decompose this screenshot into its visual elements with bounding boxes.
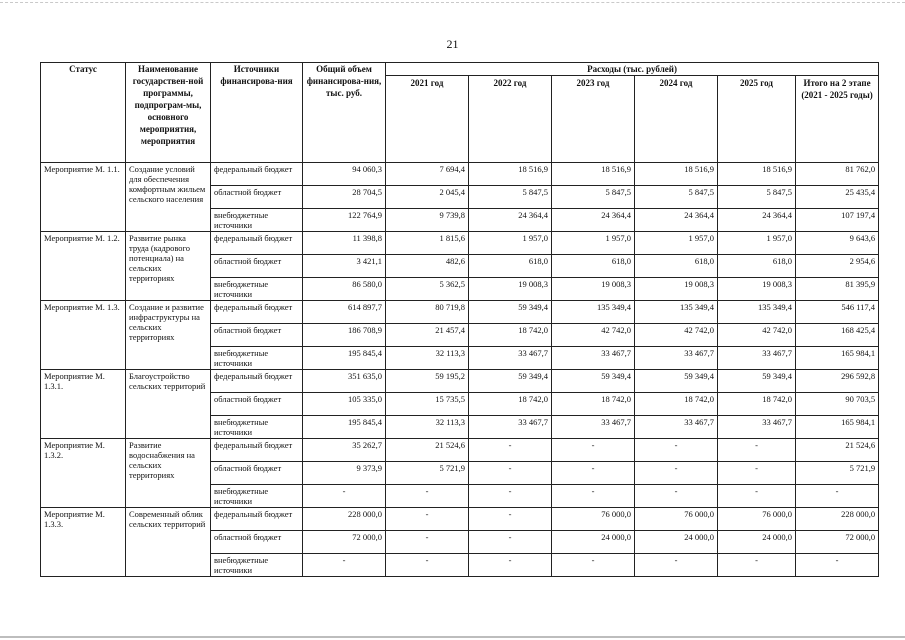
total-cell: 94 060,3 xyxy=(303,163,386,186)
year-value-cell: 135 349,4 xyxy=(718,301,796,324)
source-cell: внебюджетные источники xyxy=(211,209,303,232)
total-cell: 9 373,9 xyxy=(303,462,386,485)
year-value-cell: 618,0 xyxy=(469,255,552,278)
year-value-cell: - xyxy=(386,531,469,554)
year-value-cell: - xyxy=(552,554,635,577)
year-value-cell: 33 467,7 xyxy=(718,416,796,439)
year-value-cell: 618,0 xyxy=(552,255,635,278)
year-value-cell: 618,0 xyxy=(718,255,796,278)
source-cell: федеральный бюджет xyxy=(211,232,303,255)
source-cell: федеральный бюджет xyxy=(211,370,303,393)
year-value-cell: 42 742,0 xyxy=(552,324,635,347)
year-value-cell: 59 349,4 xyxy=(635,370,718,393)
source-cell: внебюджетные источники xyxy=(211,278,303,301)
source-cell: внебюджетные источники xyxy=(211,554,303,577)
year-value-cell: - xyxy=(635,439,718,462)
stage-total-cell: 9 643,6 xyxy=(796,232,879,255)
total-cell: 122 764,9 xyxy=(303,209,386,232)
year-value-cell: 32 113,3 xyxy=(386,347,469,370)
total-cell: 105 335,0 xyxy=(303,393,386,416)
source-cell: областной бюджет xyxy=(211,186,303,209)
scan-bottom-edge xyxy=(0,636,905,638)
year-value-cell: 33 467,7 xyxy=(552,347,635,370)
stage-total-cell: 165 984,1 xyxy=(796,347,879,370)
measure-name-cell: Развитие рынка труда (кадрового потенциала) на сельских территориях xyxy=(126,232,211,301)
year-value-cell: 135 349,4 xyxy=(635,301,718,324)
source-cell: областной бюджет xyxy=(211,531,303,554)
stage-total-cell: 107 197,4 xyxy=(796,209,879,232)
status-cell: Мероприятие М. 1.2. xyxy=(41,232,126,301)
stage-total-cell: 165 984,1 xyxy=(796,416,879,439)
source-cell: областной бюджет xyxy=(211,462,303,485)
year-value-cell: 76 000,0 xyxy=(718,508,796,531)
year-value-cell: 7 694,4 xyxy=(386,163,469,186)
year-value-cell: 76 000,0 xyxy=(635,508,718,531)
year-value-cell: 19 008,3 xyxy=(552,278,635,301)
year-value-cell: 80 719,8 xyxy=(386,301,469,324)
year-value-cell: 18 742,0 xyxy=(718,393,796,416)
total-cell: 195 845,4 xyxy=(303,347,386,370)
stage-total-cell: 81 395,9 xyxy=(796,278,879,301)
source-cell: внебюджетные источники xyxy=(211,485,303,508)
header-status: Статус xyxy=(41,63,126,163)
stage-total-cell: 25 435,4 xyxy=(796,186,879,209)
status-cell: Мероприятие М. 1.3.3. xyxy=(41,508,126,577)
year-value-cell: 24 000,0 xyxy=(635,531,718,554)
total-cell: 614 897,7 xyxy=(303,301,386,324)
year-value-cell: 19 008,3 xyxy=(718,278,796,301)
measure-name-cell: Развитие водоснабжения на сельских территориях xyxy=(126,439,211,508)
year-value-cell: 33 467,7 xyxy=(635,347,718,370)
status-cell: Мероприятие М. 1.1. xyxy=(41,163,126,232)
year-value-cell: 59 349,4 xyxy=(469,301,552,324)
total-cell: 228 000,0 xyxy=(303,508,386,531)
year-value-cell: 5 721,9 xyxy=(386,462,469,485)
year-value-cell: - xyxy=(718,485,796,508)
table-row xyxy=(41,232,879,255)
year-value-cell: 18 516,9 xyxy=(552,163,635,186)
year-value-cell: 21 524,6 xyxy=(386,439,469,462)
year-value-cell: - xyxy=(635,485,718,508)
year-value-cell: 18 742,0 xyxy=(469,393,552,416)
source-cell: федеральный бюджет xyxy=(211,163,303,186)
total-cell: 28 704,5 xyxy=(303,186,386,209)
year-value-cell: - xyxy=(469,554,552,577)
year-value-cell: 42 742,0 xyxy=(635,324,718,347)
header-expenses: Расходы (тыс. рублей) xyxy=(386,63,879,76)
year-value-cell: 21 457,4 xyxy=(386,324,469,347)
year-value-cell: 18 516,9 xyxy=(718,163,796,186)
year-value-cell: 59 349,4 xyxy=(469,370,552,393)
year-value-cell: 42 742,0 xyxy=(718,324,796,347)
year-value-cell: 59 349,4 xyxy=(718,370,796,393)
year-value-cell: 9 739,8 xyxy=(386,209,469,232)
year-value-cell: - xyxy=(552,462,635,485)
status-cell: Мероприятие М. 1.3.2. xyxy=(41,439,126,508)
source-cell: областной бюджет xyxy=(211,393,303,416)
year-value-cell: 18 516,9 xyxy=(635,163,718,186)
year-value-cell: 5 847,5 xyxy=(469,186,552,209)
year-value-cell: - xyxy=(469,531,552,554)
total-cell: 3 421,1 xyxy=(303,255,386,278)
total-cell: 195 845,4 xyxy=(303,416,386,439)
status-cell: Мероприятие М. 1.3.1. xyxy=(41,370,126,439)
year-value-cell: 5 847,5 xyxy=(552,186,635,209)
stage-total-cell: 81 762,0 xyxy=(796,163,879,186)
year-value-cell: 482,6 xyxy=(386,255,469,278)
table-row xyxy=(41,163,879,186)
table-row xyxy=(41,439,879,462)
year-value-cell: - xyxy=(469,439,552,462)
year-value-cell: 5 847,5 xyxy=(635,186,718,209)
year-value-cell: 1 957,0 xyxy=(718,232,796,255)
year-value-cell: 1 957,0 xyxy=(469,232,552,255)
year-value-cell: - xyxy=(718,439,796,462)
year-value-cell: - xyxy=(718,462,796,485)
year-value-cell: 15 735,5 xyxy=(386,393,469,416)
header-sources: Источники финансирова-ния xyxy=(211,63,303,163)
source-cell: федеральный бюджет xyxy=(211,439,303,462)
total-cell: 86 580,0 xyxy=(303,278,386,301)
year-value-cell: 33 467,7 xyxy=(552,416,635,439)
measure-name-cell: Создание условий для обеспечения комфортным жильем сельского населения xyxy=(126,163,211,232)
year-value-cell: 24 364,4 xyxy=(552,209,635,232)
header-name: Наименование государствен-ной программы, подпрограм-мы, основного мероприятия, мероприятия xyxy=(126,63,211,163)
source-cell: федеральный бюджет xyxy=(211,301,303,324)
page-number: 21 xyxy=(446,37,459,51)
year-value-cell: 1 957,0 xyxy=(635,232,718,255)
year-value-cell: - xyxy=(552,485,635,508)
year-value-cell: 59 195,2 xyxy=(386,370,469,393)
header-year-2025: 2025 год xyxy=(718,76,796,163)
source-cell: федеральный бюджет xyxy=(211,508,303,531)
year-value-cell: - xyxy=(552,439,635,462)
header-year-2021: 2021 год xyxy=(386,76,469,163)
header-year-2023: 2023 год xyxy=(552,76,635,163)
measure-name-cell: Современный облик сельских территорий xyxy=(126,508,211,577)
year-value-cell: 24 364,4 xyxy=(635,209,718,232)
total-cell: 351 635,0 xyxy=(303,370,386,393)
source-cell: областной бюджет xyxy=(211,255,303,278)
year-value-cell: - xyxy=(718,554,796,577)
stage-total-cell: 546 117,4 xyxy=(796,301,879,324)
year-value-cell: 32 113,3 xyxy=(386,416,469,439)
year-value-cell: 618,0 xyxy=(635,255,718,278)
budget-table xyxy=(40,62,879,577)
year-value-cell: 5 847,5 xyxy=(718,186,796,209)
stage-total-cell: 296 592,8 xyxy=(796,370,879,393)
stage-total-cell: - xyxy=(796,554,879,577)
total-cell: 11 398,8 xyxy=(303,232,386,255)
stage-total-cell: 5 721,9 xyxy=(796,462,879,485)
year-value-cell: - xyxy=(469,508,552,531)
stage-total-cell: 168 425,4 xyxy=(796,324,879,347)
year-value-cell: - xyxy=(469,485,552,508)
header-year-2022: 2022 год xyxy=(469,76,552,163)
measure-name-cell: Создание и развитие инфраструктуры на сельских территориях xyxy=(126,301,211,370)
stage-total-cell: 2 954,6 xyxy=(796,255,879,278)
year-value-cell: 1 815,6 xyxy=(386,232,469,255)
year-value-cell: 76 000,0 xyxy=(552,508,635,531)
table-row xyxy=(41,301,879,324)
year-value-cell: 18 742,0 xyxy=(635,393,718,416)
year-value-cell: 135 349,4 xyxy=(552,301,635,324)
source-cell: внебюджетные источники xyxy=(211,416,303,439)
total-cell: 72 000,0 xyxy=(303,531,386,554)
source-cell: областной бюджет xyxy=(211,324,303,347)
stage-total-cell: 72 000,0 xyxy=(796,531,879,554)
year-value-cell: 19 008,3 xyxy=(469,278,552,301)
year-value-cell: - xyxy=(386,508,469,531)
year-value-cell: 1 957,0 xyxy=(552,232,635,255)
year-value-cell: 33 467,7 xyxy=(718,347,796,370)
header-year-2024: 2024 год xyxy=(635,76,718,163)
status-cell: Мероприятие М. 1.3. xyxy=(41,301,126,370)
total-cell: - xyxy=(303,485,386,508)
total-cell: - xyxy=(303,554,386,577)
stage-total-cell: 90 703,5 xyxy=(796,393,879,416)
year-value-cell: 24 364,4 xyxy=(718,209,796,232)
year-value-cell: 18 742,0 xyxy=(552,393,635,416)
year-value-cell: 33 467,7 xyxy=(469,347,552,370)
year-value-cell: - xyxy=(386,485,469,508)
stage-total-cell: - xyxy=(796,485,879,508)
year-value-cell: 2 045,4 xyxy=(386,186,469,209)
source-cell: внебюджетные источники xyxy=(211,347,303,370)
measure-name-cell: Благоустройство сельских территорий xyxy=(126,370,211,439)
year-value-cell: - xyxy=(469,462,552,485)
year-value-cell: - xyxy=(635,554,718,577)
year-value-cell: 18 516,9 xyxy=(469,163,552,186)
year-value-cell: 33 467,7 xyxy=(635,416,718,439)
year-value-cell: 33 467,7 xyxy=(469,416,552,439)
year-value-cell: 5 362,5 xyxy=(386,278,469,301)
year-value-cell: - xyxy=(386,554,469,577)
stage-total-cell: 21 524,6 xyxy=(796,439,879,462)
stage-total-cell: 228 000,0 xyxy=(796,508,879,531)
total-cell: 35 262,7 xyxy=(303,439,386,462)
total-cell: 186 708,9 xyxy=(303,324,386,347)
scan-top-edge xyxy=(0,2,905,3)
header-stage-total: Итого на 2 этапе (2021 - 2025 годы) xyxy=(796,76,879,163)
year-value-cell: 59 349,4 xyxy=(552,370,635,393)
year-value-cell: 24 000,0 xyxy=(552,531,635,554)
header-total: Общий объем финансирова-ния, тыс. руб. xyxy=(303,63,386,163)
year-value-cell: 24 364,4 xyxy=(469,209,552,232)
year-value-cell: 18 742,0 xyxy=(469,324,552,347)
year-value-cell: - xyxy=(635,462,718,485)
table-body xyxy=(41,163,879,577)
table-row xyxy=(41,370,879,393)
year-value-cell: 19 008,3 xyxy=(635,278,718,301)
year-value-cell: 24 000,0 xyxy=(718,531,796,554)
table-row xyxy=(41,508,879,531)
